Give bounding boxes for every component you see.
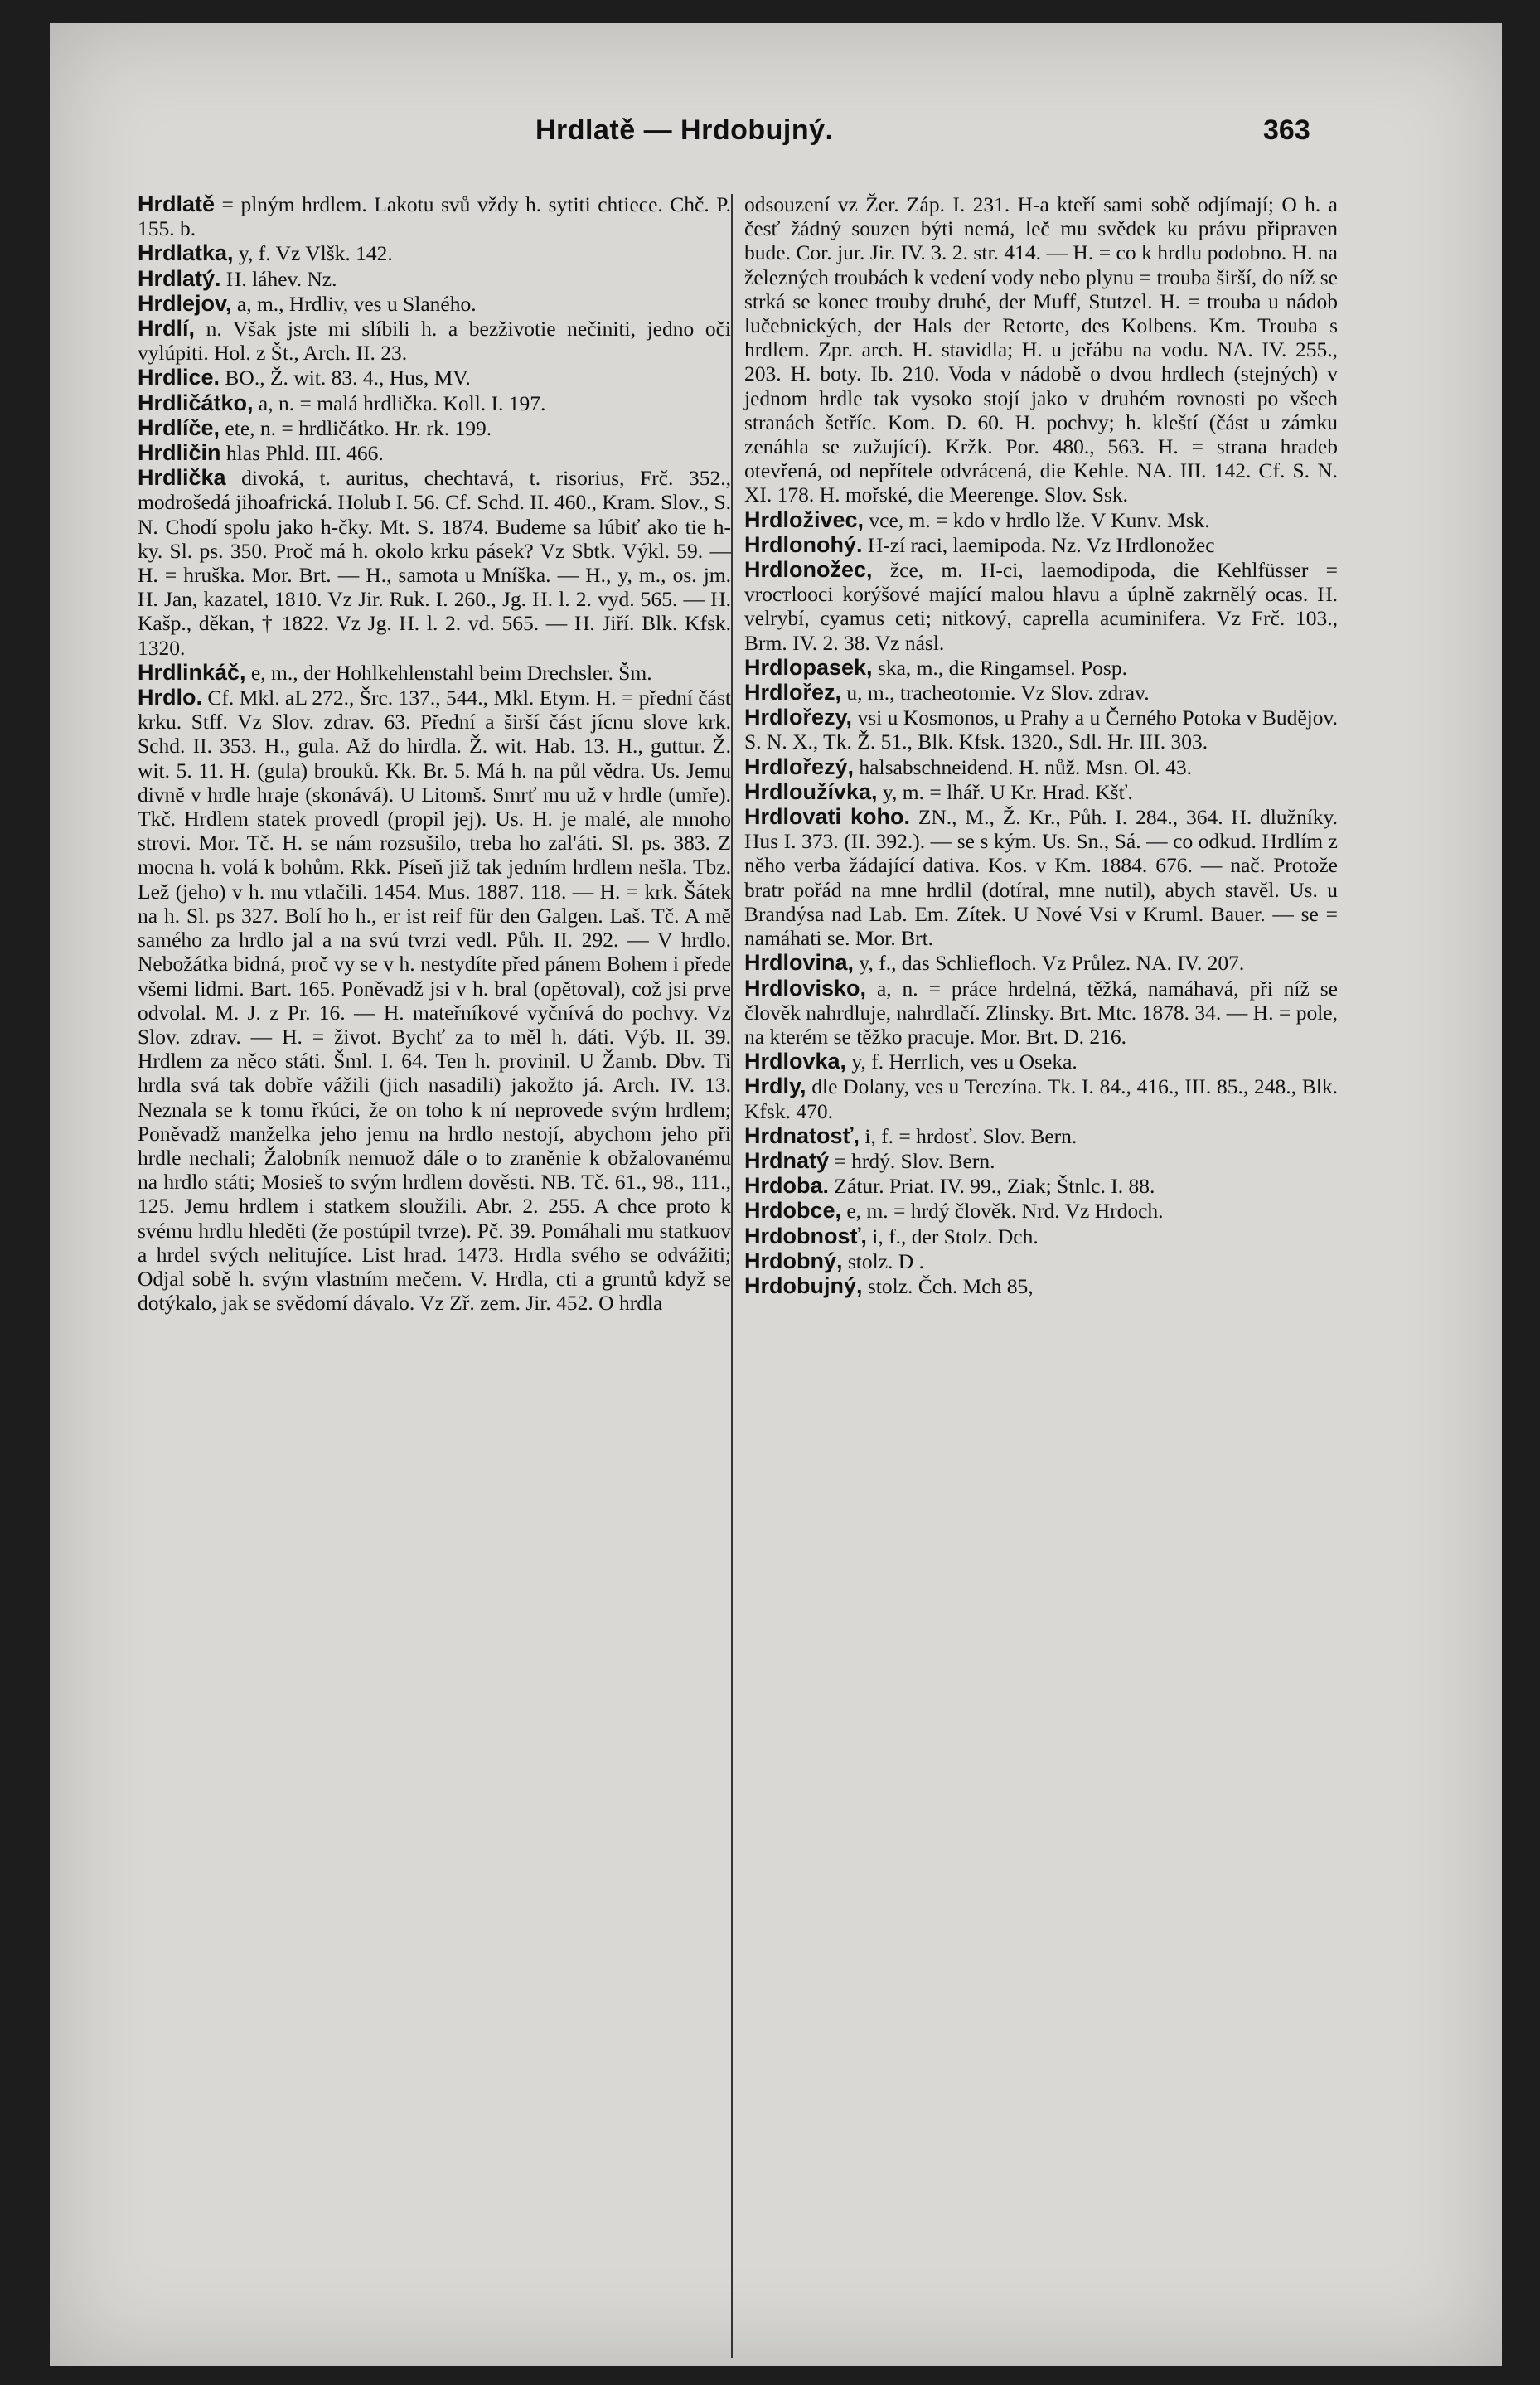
dictionary-entry <box>744 1124 1338 1148</box>
entry-headword: Hrdlovka, <box>744 1049 847 1074</box>
entry-definition: divoká, t. auritus, chechtavá, t. risorius, Frč. 352., modrošedá jihoafrická. Holub I. 56. Cf. Schd. II. 460., Kram. Slov., S. N. Chodí spolu jako h-čky. Mt. S. 1874. Budeme sa lúbiť ako tie h-ky. Sl. ps. 350. Proč má h. okolo krku pásek? Vz Sbtk. Výkl. 59. — H. = hruška. Mor. Brt. — H., samota u Mníška. — H., y, m., os. jm. H. Jan, kazatel, 1810. Vz Jir. Ruk. I. 260., Jg. H. l. 2. vyd. 565. — H. Kašp., děkan, † 1822. Vz Jg. H. l. 2. vd. 565. — H. Jiří. Blk. Kfsk. 1320. <box>138 466 731 660</box>
entry-definition: a, n. = práce hrdelná, těžká, namáhavá, při níž se člověk nahrdluje, nahrdlačí. Zlinsky. Brt. Mtc. 1878. 34. — H. = pole, na kterém se těžko pracuje. Mor. Brt. D. 216. <box>744 976 1338 1049</box>
entry-definition: stolz. Čch. Mch 85, <box>862 1273 1034 1298</box>
dictionary-entry <box>138 466 731 660</box>
entry-definition: i, f., der Stolz. Dch. <box>866 1224 1039 1248</box>
entry-definition: vsi u Kosmonos, u Prahy a u Černého Potoka v Budějov. S. N. X., Tk. Ž. 51., Blk. Kfsk. 1320., Sdl. Hr. III. 303. <box>744 705 1338 754</box>
entry-definition: y, f. Herrlich, ves u Oseka. <box>846 1049 1078 1074</box>
entry-headword: Hrdlice. <box>138 365 220 390</box>
entry-headword: Hrdličin <box>138 440 221 466</box>
entry-headword: Hrdobný, <box>744 1248 843 1273</box>
entry-definition: BO., Ž. wit. 83. 4., Hus, MV. <box>220 366 471 390</box>
entry-definition: = hrdý. Slov. Bern. <box>829 1148 995 1173</box>
entry-headword: Hrdlatě <box>138 191 216 216</box>
entry-definition: halsabschneidend. H. nůž. Msn. Ol. 43. <box>854 754 1192 779</box>
entry-headword: Hrdlovisko, <box>744 975 867 1001</box>
entry-definition: stolz. D . <box>842 1248 924 1273</box>
dictionary-entry <box>744 1199 1338 1223</box>
dictionary-entry <box>744 1074 1338 1122</box>
entry-headword: Hrdlinkáč, <box>138 659 246 685</box>
dictionary-entry <box>744 1274 1338 1298</box>
entry-headword: Hrdnatý <box>744 1147 830 1173</box>
dictionary-entry <box>138 267 731 291</box>
continued-entry-text: odsouzení vz Žer. Záp. I. 231. H-a kteří sami sobě odjímají; O h. a česť žádný souzen býti nemá, leč mu svědek ku právu připraven bude. Cor. jur. Jir. IV. 3. 2. str. 414. — H. = co k hrdlu podobno. H. na železných troubách k vedení vody nebo plynu = trouba širší, do níž se strká se konec trouby druhé, der Muff, Stutzel. H. = trouba u nádob lučebnických, der Hals der Retorte, des Kolbens. Km. Trouba s hrdlem. Zpr. arch. H. stavidla; H. u jeřábu na vodu. NA. IV. 255., 203. H. boty. Ib. 210. Voda v nádobě o dvou hrdlech (stejných) v jednom hrdle tak vysoko stojí jako v druhém rovnosti po všech stranách šetříc. Kom. D. 60. H. pochvy; h. kleští (část u zámku zenáhla se zužující). Kržk. Por. 480., 563. H. = strana hradeb otevřená, od nepřítele odvrácená, die Kehle. NA. III. 142. Cf. S. N. XI. 178. H. mořské, die Meerenge. Slov. Ssk. <box>744 192 1338 507</box>
dictionary-entry <box>138 416 731 440</box>
entry-headword: Hrdlička <box>138 465 226 491</box>
entry-headword: Hrdlořezý, <box>744 754 855 779</box>
running-head: Hrdlatě — Hrdobujný. <box>535 114 834 146</box>
dictionary-entry <box>744 533 1338 557</box>
entry-headword: Hrdlíče, <box>138 414 220 440</box>
entry-headword: Hrdloživec, <box>744 507 864 532</box>
entry-headword: Hrdloužívka, <box>744 778 878 804</box>
entry-definition: e, m., der Hohlkehlenstahl beim Drechsler. Šm. <box>245 660 652 685</box>
entry-headword: Hrdobnosť, <box>744 1223 867 1248</box>
entry-definition: Cf. Mkl. aL 272., Šrc. 137., 544., Mkl. Etym. H. = přední část krku. Stff. Vz Slov. zdrav. 63. Přední a širší část jícnu slove krk. Schd. II. 353. H., gula. Až do hirdla. Ž. wit. Hab. 13. H., guttur. Ž. wit. 5. 11. H. (gula) brouků. Kk. Br. 5. Má h. na půl vědra. Us. Jemu divně v hrdle hraje (skonává). U Litomš. Smrť mu už v hrdle (umře). Tkč. Hrdlem statek provedl (propil jej). Us. H. je malé, ale mnoho strovi. Mor. Tč. H. se nám rozsušilo, treba ho zal'áti. Sl. ps. 383. Z mocna h. volá k bohům. Rkk. Píseň již tak jedním hrdlem nešla. Tbz. Lež (jeho) v h. mu vtlačili. 1454. Mus. 1887. 118. — H. = krk. Šátek na h. Sl. ps 327. Bolí ho h., er ist reif für den Galgen. Laš. Tč. A mě samého za hrdlo jal a na svú tvrzi vedl. Půh. II. 292. — V hrdlo. Nebožátka bidná, proč vy se v h. nestydíte před pánem Bohem i přede všemi lidmi. Bart. 165. Poněvadž jsi v h. bral (opětoval), což jsi prve odvolal. M. J. z Pr. 16. — H. mateřníkové vyčnívá do pochvy. Vz Slov. zdrav. — H. = život. Bychť za to měl h. dáti. Výb. II. 39. Hrdlem za něco státi. Šml. I. 64. Ten h. provinil. U Žamb. Dbv. Ti hrdla svá tak dobře vážili (jich nasadili) jakožto já. Arch. IV. 13. Neznala se k tomu řkúci, že on toho k ní neprovede svým hrdlem; Poněvadž manželka jeho jemu na hrdlo nestojí, abychom jeho při hrdle nechali; Žalobník nemuož dále o to zraněnie k obžalovanému na hrdlo státi; Mosieš to svým hrdlem dověsti. NB. Tč. 61., 98., 111., 125. Jemu hrdlem i statkem sloužili. Abr. 2. 255. A chce proto k svému hrdlu hleděti (že postúpil tvrze). Pč. 39. Pomáhali mu statkuov a hrdel svých nelitujíce. List hrad. 1473. Hrdla svého se odvážiti; Odjal sobě h. svým vlastním mečem. V. Hrdla, cti a gruntů když se dotýkalo, jak se svědomí dávalo. Vz Zř. zem. Jir. 452. O hrdla <box>138 686 731 1316</box>
dictionary-entry <box>744 656 1338 680</box>
entry-definition: vce, m. = kdo v hrdlo lže. V Kunv. Msk. <box>864 507 1210 532</box>
entry-definition: n. Však jste mi slíbili h. a bezživotie nečiniti, jedno oči vylúpiti. Hol. z Št., Arch. II. 23. <box>138 317 731 366</box>
dictionary-entry <box>744 1049 1338 1074</box>
entry-headword: Hrdlonohý. <box>744 531 863 557</box>
dictionary-entry <box>744 1174 1338 1198</box>
dictionary-entry <box>744 951 1338 975</box>
page-header <box>50 114 1502 161</box>
entry-definition: y, f. Vz Vlšk. 142. <box>233 241 393 266</box>
dictionary-entry <box>138 241 731 265</box>
entry-headword: Hrdobce, <box>744 1198 842 1224</box>
entry-headword: Hrdlo. <box>138 685 202 710</box>
entry-headword: Hrdlopasek, <box>744 654 873 680</box>
entry-headword: Hrdlejov, <box>138 290 232 316</box>
dictionary-entry <box>138 441 731 465</box>
entry-headword: Hrdoba. <box>744 1173 830 1199</box>
entry-headword: Hrdlořez, <box>744 680 842 705</box>
entry-definition: = plným hrdlem. Lakotu svů vždy h. sytiti chtiece. Chč. P. 155. b. <box>138 192 731 241</box>
entry-definition: ete, n. = hrdličátko. Hr. rk. 199. <box>220 415 492 440</box>
entry-definition: a, m., Hrdliv, ves u Slaného. <box>231 291 477 316</box>
entry-definition: a, n. = malá hrdlička. Koll. I. 197. <box>253 390 546 415</box>
entry-definition: Zátur. Priat. IV. 99., Ziak; Štnlc. I. 88. <box>829 1174 1155 1199</box>
dictionary-entry <box>744 1149 1338 1173</box>
entry-headword: Hrdobujný, <box>744 1272 863 1298</box>
entry-definition: ska, m., die Ringamsel. Posp. <box>872 655 1127 680</box>
entry-definition: H-zí raci, laemipoda. Nz. Vz Hrdlonožec <box>862 532 1215 557</box>
dictionary-entry <box>744 1249 1338 1273</box>
dictionary-entry <box>138 661 731 685</box>
entry-definition: i, f. = hrdosť. Slov. Bern. <box>859 1123 1078 1148</box>
entry-definition: H. láhev. Nz. <box>220 266 337 291</box>
dictionary-entry <box>744 1224 1338 1248</box>
dictionary-entry <box>744 977 1338 1049</box>
entry-definition: y, m. = lhář. U Kr. Hrad. Kšť. <box>877 779 1133 804</box>
entry-definition: žce, m. H-ci, laemodipoda, die Kehlfüsser = vroстlooci korýšové mající malou hlavu a úplně zakrnělý ocas. H. velrybí, cyamus ceti; nitkový, caprella acuminifera. Vz Frč. 103., Brm. IV. 2. 38. Vz násl. <box>744 558 1338 655</box>
entry-headword: Hrdlořezy, <box>744 705 853 730</box>
entry-headword: Hrdlonožec, <box>744 557 873 583</box>
dictionary-entry <box>744 780 1338 804</box>
entry-headword: Hrdlatý. <box>138 265 221 291</box>
column-divider <box>731 194 733 2358</box>
entry-headword: Hrdlovina, <box>744 950 855 976</box>
entry-definition: e, m. = hrdý člověk. Nrd. Vz Hrdoch. <box>841 1199 1164 1224</box>
entry-headword: Hrdlí, <box>138 316 196 342</box>
dictionary-entry <box>744 805 1338 950</box>
entry-headword: Hrdlatka, <box>138 240 234 266</box>
dictionary-page <box>50 23 1502 2366</box>
entry-definition: hlas Phld. III. 466. <box>220 441 384 466</box>
entry-headword: Hrdly, <box>744 1074 806 1099</box>
dictionary-entry <box>744 558 1338 655</box>
dictionary-entry <box>138 366 731 390</box>
dictionary-entry <box>744 755 1338 779</box>
dictionary-entry <box>138 292 731 316</box>
dictionary-entry <box>138 317 731 365</box>
page-number: 363 <box>1263 114 1310 146</box>
entry-definition: u, m., tracheotomie. Vz Slov. zdrav. <box>841 681 1150 705</box>
entry-definition: dle Dolany, ves u Terezína. Tk. I. 84., 416., III. 85., 248., Blk. Kfsk. 470. <box>744 1074 1338 1123</box>
entry-headword: Hrdličátko, <box>138 390 254 415</box>
dictionary-entry <box>138 391 731 415</box>
entry-definition: ZN., M., Ž. Kr., Půh. I. 284., 364. H. dlužníky. Hus I. 373. (II. 392.). — se s kým. Us. Sn., Sá. — co odkud. Hrdlím z něho verba žádající dativa. Kos. v Km. 1884. 676. — nač. Protože bratr pořád na mne hrdlil (dotíral, mne nutil), abych stavěl. Us. u Brandýsa nad Lab. Em. Zítek. U Nové Vsi v Kruml. Bauer. — se = namáhati se. Mor. Brt. <box>744 805 1338 951</box>
left-column <box>138 192 731 1315</box>
dictionary-entry <box>744 705 1338 754</box>
dictionary-entry <box>744 681 1338 705</box>
entry-definition: y, f., das Schliefloch. Vz Průlez. NA. IV. 207. <box>854 951 1245 976</box>
entry-headword: Hrdlovati koho. <box>744 804 910 830</box>
dictionary-entry <box>744 508 1338 532</box>
dictionary-entry <box>138 192 731 240</box>
dictionary-entry <box>138 686 731 1315</box>
right-column <box>744 192 1338 1298</box>
entry-headword: Hrdnatosť, <box>744 1122 860 1148</box>
